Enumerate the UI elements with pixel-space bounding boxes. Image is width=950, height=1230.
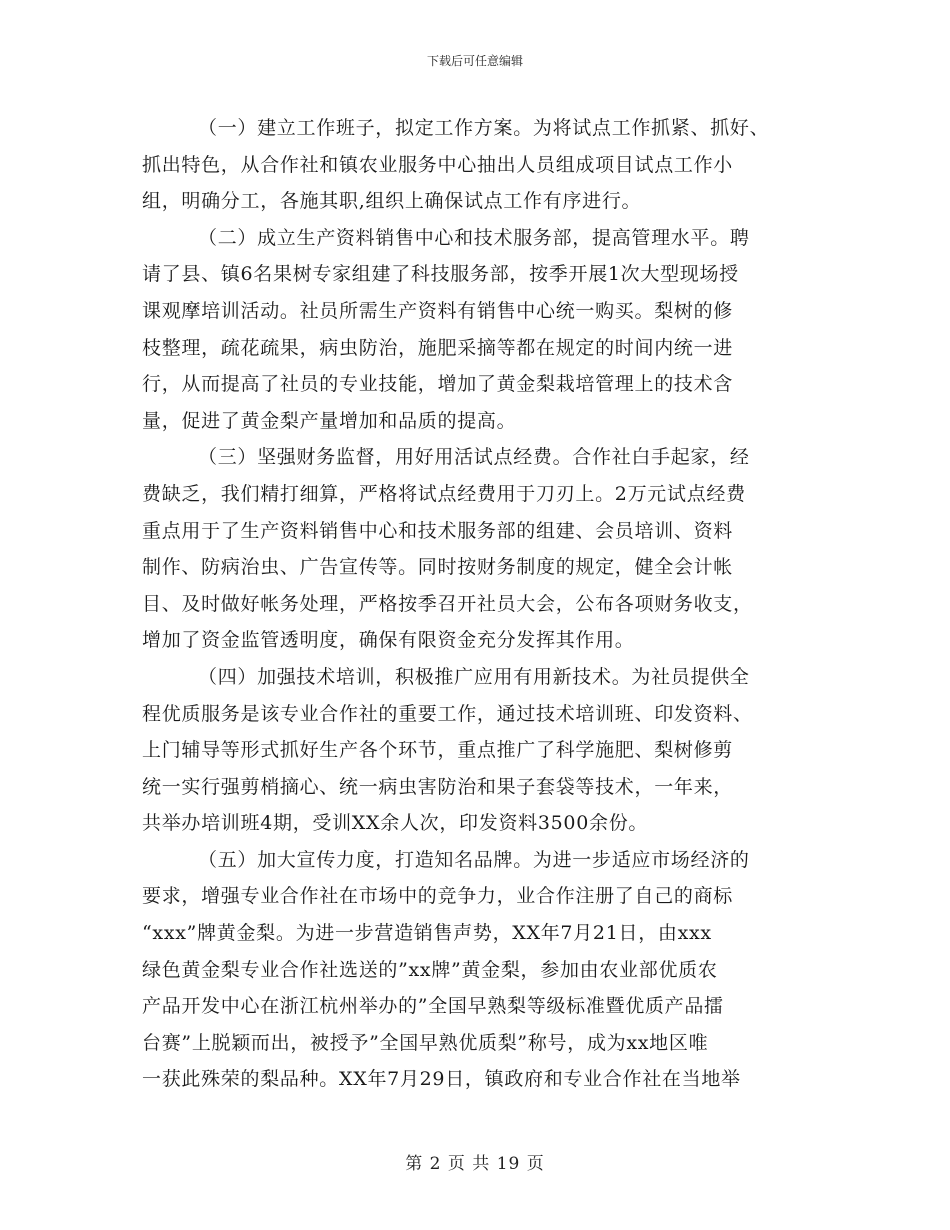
paragraph-1-line-2: 抓出特色，从合作社和镇农业服务中心抽出人员组成项目试点工作小 [142, 153, 734, 176]
page-header-note: 下载后可任意编辑 [426, 54, 523, 68]
paragraph-3-line-1: （三）坚强财务监督，用好用活试点经费。合作社白手起家，经 [198, 446, 750, 469]
paragraph-2-line-3: 课观摩培训活动。社员所需生产资料有销售中心统一购买。梨树的修 [142, 299, 734, 322]
paragraph-4-line-5: 共举办培训班4期，受训XX余人次，印发资料3500余份。 [142, 812, 649, 835]
paragraph-3-line-2: 费缺乏，我们精打细算，严格将试点经费用于刀刃上。2万元试点经费 [142, 482, 746, 505]
paragraph-3-line-6: 增加了资金监管透明度，确保有限资金充分发挥其作用。 [142, 629, 635, 652]
paragraph-2-line-6: 量，促进了黄金梨产量增加和品质的提高。 [142, 409, 517, 432]
paragraph-5-line-1: （五）加大宣传力度，打造知名品牌。为进一步适应市场经济的 [198, 848, 750, 871]
paragraph-3-line-4: 制作、防病治虫、广告宣传等。同时按财务制度的规定，健全会计帐 [142, 556, 734, 579]
paragraph-4-line-4: 统一实行强剪梢摘心、统一病虫害防治和果子套袋等技术，一年来， [142, 775, 734, 798]
paragraph-2-line-1: （二）成立生产资料销售中心和技术服务部，提高管理水平。聘 [198, 226, 750, 249]
document-body [142, 110, 810, 1098]
paragraph-2-line-4: 枝整理，疏花疏果，病虫防治，施肥采摘等都在规定的时间内统一进 [142, 336, 734, 359]
paragraph-5-line-6: 台赛”上脱颖而出，被授予”全国早熟优质梨”称号，成为xx地区唯 [142, 1031, 709, 1054]
paragraph-5-line-5: 产品开发中心在浙江杭州举办的”全国早熟梨等级标准暨优质产品擂 [142, 995, 724, 1018]
paragraph-2-line-5: 行，从而提高了社员的专业技能，增加了黄金梨栽培管理上的技术含 [142, 373, 734, 396]
paragraph-4-line-3: 上门辅导等形式抓好生产各个环节，重点推广了科学施肥、梨树修剪 [142, 739, 734, 762]
paragraph-2-line-2: 请了县、镇6名果树专家组建了科技服务部，按季开展1次大型现场授 [142, 263, 739, 286]
paragraph-3-line-5: 目、及时做好帐务处理，严格按季召开社员大会，公布各项财务收支， [142, 592, 753, 615]
paragraph-1-line-3: 组，明确分工，各施其职,组织上确保试点工作有序进行。 [142, 190, 642, 213]
paragraph-5-line-4: 绿色黄金梨专业合作社选送的”xx牌”黄金梨，参加由农业部优质农 [142, 958, 718, 981]
paragraph-5-line-2: 要求，增强专业合作社在市场中的竞争力，业合作注册了自己的商标 [142, 885, 734, 908]
paragraph-4-line-1: （四）加强技术培训，积极推广应用有用新技术。为社员提供全 [198, 665, 750, 688]
paragraph-3-line-3: 重点用于了生产资料销售中心和技术服务部的组建、会员培训、资料 [142, 519, 734, 542]
paragraph-5-line-3: “xxx”牌黄金梨。为进一步营造销售声势，XX年7月21日，由xxx [142, 922, 712, 945]
paragraph-4-line-2: 程优质服务是该专业合作社的重要工作，通过技术培训班、印发资料、 [142, 702, 753, 725]
paragraph-1-line-1: （一）建立工作班子，拟定工作方案。为将试点工作抓紧、抓好、 [198, 117, 770, 139]
page-number: 第 2 页 共 19 页 [405, 1154, 545, 1174]
paragraph-5-line-7: 一获此殊荣的梨品种。XX年7月29日，镇政府和专业合作社在当地举 [142, 1068, 741, 1091]
